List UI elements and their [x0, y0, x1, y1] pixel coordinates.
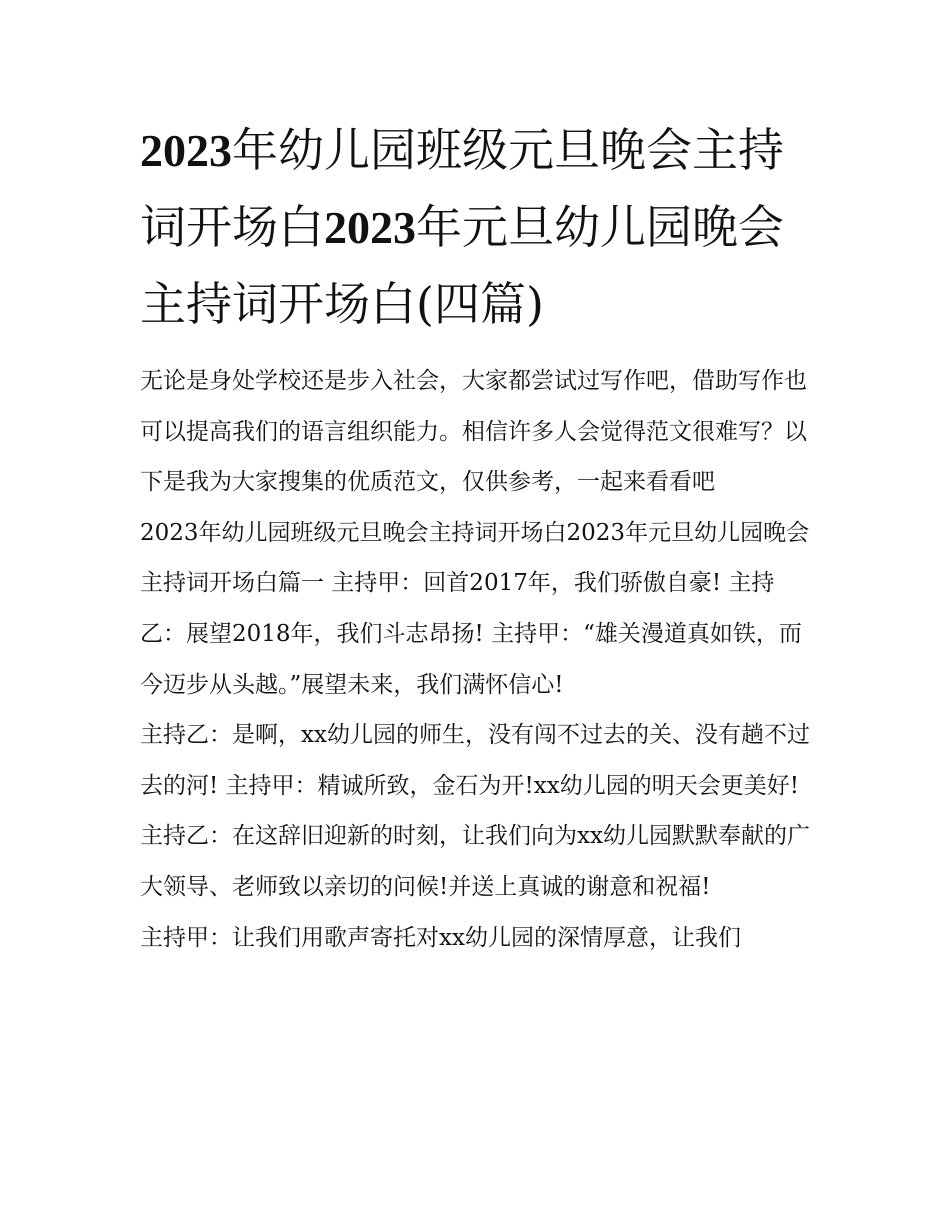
title-part: 年幼儿园班级元旦晚会主持词开场白 [140, 123, 784, 254]
document-title [140, 112, 812, 342]
title-part: 年元旦幼儿园晚会主持词开场白(四篇) [140, 200, 784, 331]
body-paragraph: 无论是身处学校还是步入社会，大家都尝试过写作吧，借助写作也可以提高我们的语言组织能力。相信许多人会觉得范文很难写？以下是我为大家搜集的优质范文，仅供参考，一起来看看吧 [140, 368, 807, 496]
title-part: 2023 [324, 202, 416, 253]
title-part: 2023 [140, 125, 232, 176]
document-page [140, 112, 812, 963]
body-paragraph: 主持甲：让我们用歌声寄托对xx幼儿园的深情厚意，让我们 [140, 924, 741, 951]
body-paragraph: 主持乙：是啊，xx幼儿园的师生，没有闯不过去的关、没有趟不过去的河! 主持甲：精诚所致，金石为开!xx幼儿园的明天会更美好! [140, 722, 810, 799]
body-paragraph: 主持乙：在这辞旧迎新的时刻，让我们向为xx幼儿园默默奉献的广大领导、老师致以亲切的问候!并送上真诚的谢意和祝福! [140, 823, 810, 900]
body-paragraph: 2023年幼儿园班级元旦晚会主持词开场白2023年元旦幼儿园晚会主持词开场白篇一 主持甲：回首2017年，我们骄傲自豪! 主持乙：展望2018年，我们斗志昂扬! 主持甲：“雄关漫道真如铁，而今迈步从头越。”展望未来，我们满怀信心! [140, 519, 810, 698]
